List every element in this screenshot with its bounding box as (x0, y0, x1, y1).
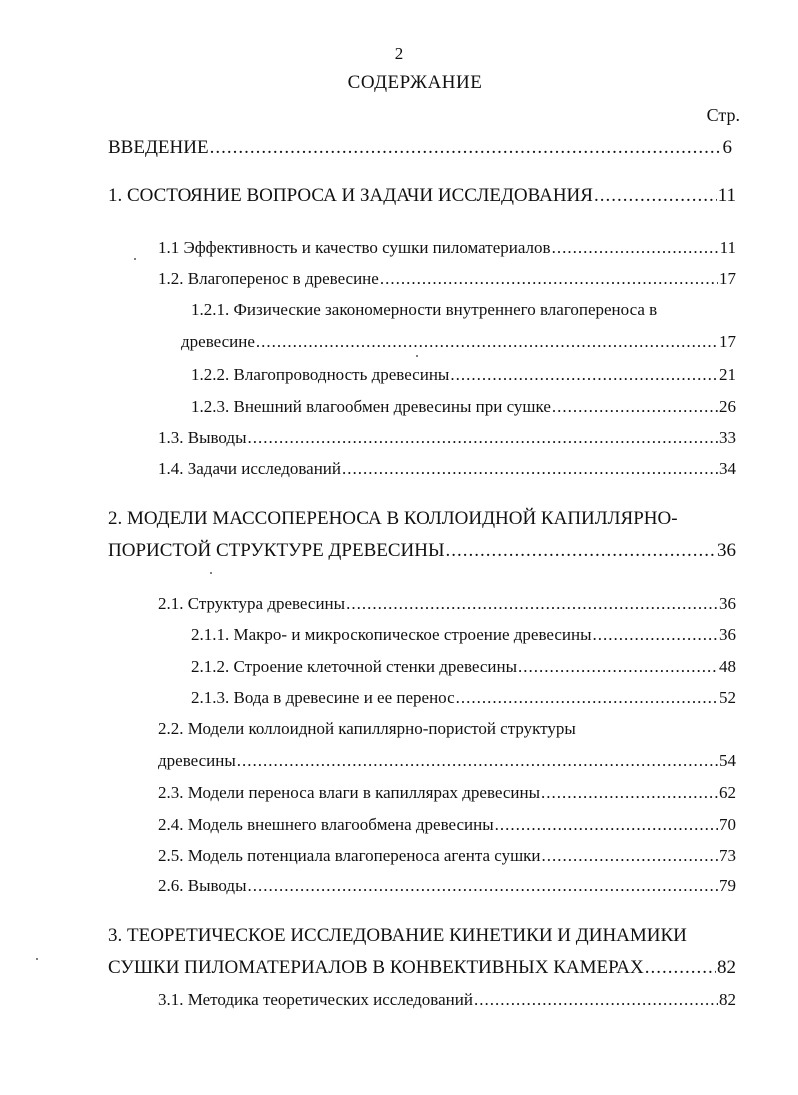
toc-entry-1-2 (158, 268, 736, 290)
toc-entry-page: 73 (719, 846, 736, 865)
toc-entry-page: 82 (717, 957, 736, 978)
toc-entry-label: 2.3. Модели переноса влаги в капиллярах древесины (158, 783, 541, 802)
leader-dots (346, 593, 718, 615)
toc-entry-2-2 (158, 750, 736, 772)
leader-dots (495, 814, 718, 836)
toc-entry-2-1-3 (191, 687, 736, 709)
leader-dots (456, 687, 718, 709)
toc-entry-1-4 (158, 458, 736, 480)
leader-dots (552, 396, 718, 418)
page-column-label: Стр. (706, 105, 740, 125)
toc-entry-chapter-2-line1: 2. МОДЕЛИ МАССОПЕРЕНОСА В КОЛЛОИДНОЙ КАПИЛЛЯРНО- (108, 508, 678, 529)
toc-entry-2-5 (158, 845, 736, 867)
toc-entry-label: 1.2.3. Внешний влагообмен древесины при сушке (191, 397, 551, 416)
toc-entry-page: 11 (717, 185, 736, 206)
leader-dots (210, 137, 722, 159)
toc-entry-page: 62 (719, 783, 736, 802)
scan-speck (36, 958, 38, 960)
toc-entry-label: 3.1. Методика теоретических исследований (158, 990, 473, 1009)
leader-dots (552, 237, 719, 259)
toc-entry-page: 34 (719, 459, 736, 478)
toc-entry-1-3 (158, 427, 736, 449)
toc-entry-page: 48 (719, 657, 736, 676)
toc-entry-page: 54 (719, 751, 736, 770)
toc-entry-label: 2.4. Модель внешнего влагообмена древесины (158, 815, 494, 834)
toc-entry-page: 17 (719, 269, 736, 288)
toc-entry-label: 2.1.1. Макро- и микроскопическое строение древесины (191, 625, 592, 644)
leader-dots (380, 268, 718, 290)
toc-entry-page: 36 (717, 540, 736, 561)
toc-entry-page: 6 (722, 137, 732, 158)
leader-dots (542, 845, 718, 867)
scan-speck (134, 258, 136, 260)
toc-entry-2-2-line1: 2.2. Модели коллоидной капиллярно-пористой структуры (158, 719, 576, 738)
page-title: СОДЕРЖАНИЕ (347, 72, 483, 93)
toc-entry-2-6 (158, 875, 736, 897)
toc-entry-label: 2.1. Структура древесины (158, 594, 346, 613)
toc-entry-page: 11 (719, 238, 736, 257)
toc-entry-page: 26 (719, 397, 736, 416)
leader-dots (474, 989, 718, 1011)
scan-speck (416, 355, 418, 357)
toc-entry-introduction (108, 137, 732, 159)
toc-entry-label: ПОРИСТОЙ СТРУКТУРЕ ДРЕВЕСИНЫ (108, 540, 445, 561)
leader-dots (645, 957, 716, 979)
toc-entry-label: 1.4. Задачи исследований (158, 459, 342, 478)
toc-entry-chapter-1 (108, 185, 736, 207)
leader-dots (446, 540, 716, 562)
toc-entry-label: 1.2. Влагоперенос в древесине (158, 269, 379, 288)
toc-entry-page: 36 (719, 625, 736, 644)
page-number: 2 (394, 44, 404, 63)
toc-entry-chapter-2 (108, 540, 736, 562)
toc-entry-2-4 (158, 814, 736, 836)
toc-entry-3-1 (158, 989, 736, 1011)
toc-entry-2-1-1 (191, 624, 736, 646)
leader-dots (593, 624, 719, 646)
toc-entry-chapter-3 (108, 957, 736, 979)
toc-entry-page: 70 (719, 815, 736, 834)
toc-entry-1-2-1-line1: 1.2.1. Физические закономерности внутреннего влагопереноса в (191, 300, 658, 319)
toc-entry-2-3 (158, 782, 736, 804)
leader-dots (342, 458, 718, 480)
toc-entry-label: 1.1 Эффективность и качество сушки пиломатериалов (158, 238, 551, 257)
toc-entry-label: древесине (181, 332, 255, 351)
toc-entry-1-2-2 (191, 364, 736, 386)
leader-dots (256, 331, 718, 353)
toc-entry-page: 36 (719, 594, 736, 613)
toc-entry-label: 2.1.2. Строение клеточной стенки древесины (191, 657, 518, 676)
toc-entry-label: 2.5. Модель потенциала влагопереноса агента сушки (158, 846, 541, 865)
scan-speck (210, 572, 212, 574)
toc-entry-2-1-2 (191, 656, 736, 678)
toc-entry-1-2-1 (181, 331, 736, 353)
toc-entry-label: древесины (158, 751, 236, 770)
toc-entry-label: 1. СОСТОЯНИЕ ВОПРОСА И ЗАДАЧИ ИССЛЕДОВАНИЯ (108, 185, 593, 206)
toc-entry-2-1 (158, 593, 736, 615)
toc-entry-page: 33 (719, 428, 736, 447)
toc-entry-1-1 (158, 237, 736, 259)
toc-entry-1-2-3 (191, 396, 736, 418)
toc-entry-label: 2.1.3. Вода в древесине и ее перенос (191, 688, 455, 707)
leader-dots (450, 364, 718, 386)
leader-dots (248, 875, 718, 897)
toc-entry-page: 52 (719, 688, 736, 707)
leader-dots (237, 750, 718, 772)
toc-entry-page: 82 (719, 990, 736, 1009)
toc-entry-page: 17 (719, 332, 736, 351)
leader-dots (541, 782, 718, 804)
leader-dots (518, 656, 718, 678)
leader-dots (594, 185, 717, 207)
leader-dots (248, 427, 718, 449)
toc-entry-page: 21 (719, 365, 736, 384)
toc-entry-chapter-3-line1: 3. ТЕОРЕТИЧЕСКОЕ ИССЛЕДОВАНИЕ КИНЕТИКИ И ДИНАМИКИ (108, 925, 687, 946)
toc-entry-label: 1.2.2. Влагопроводность древесины (191, 365, 450, 384)
toc-entry-label: СУШКИ ПИЛОМАТЕРИАЛОВ В КОНВЕКТИВНЫХ КАМЕРАХ (108, 957, 644, 978)
toc-entry-label: ВВЕДЕНИЕ (108, 137, 209, 158)
toc-entry-label: 2.6. Выводы (158, 876, 247, 895)
toc-entry-label: 1.3. Выводы (158, 428, 247, 447)
toc-entry-page: 79 (719, 876, 736, 895)
